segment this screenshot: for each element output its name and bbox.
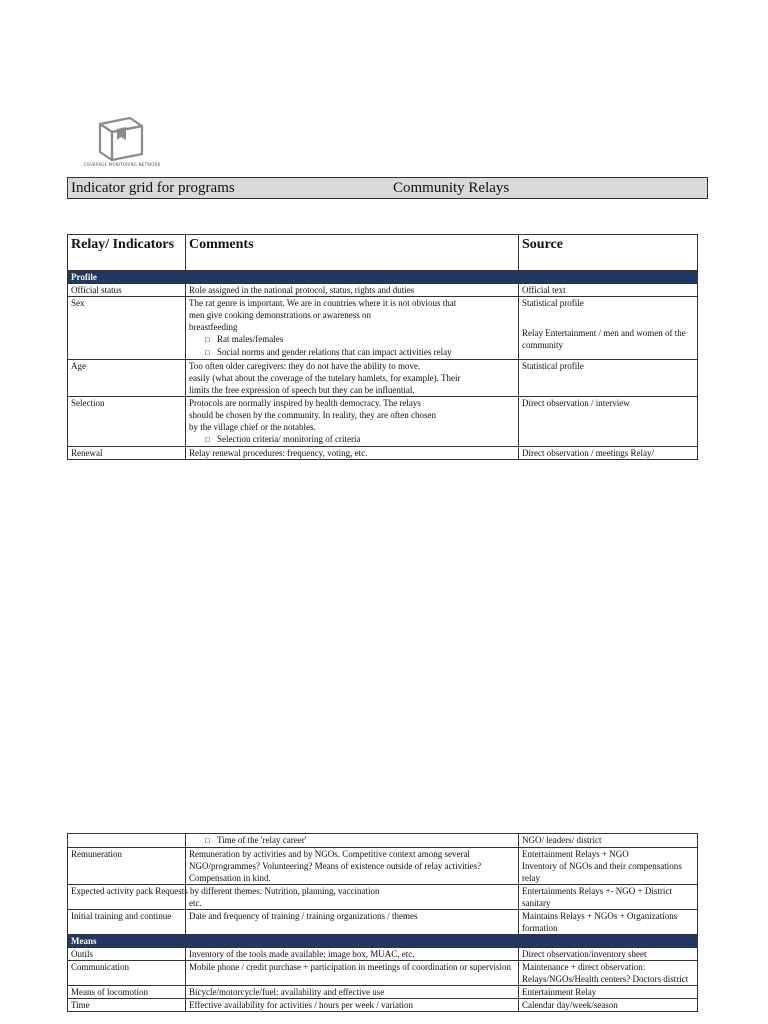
table-row [68, 848, 698, 885]
indicator-name: Initial training and continue [68, 910, 186, 935]
header-relay-indicators: Relay/ Indicators [68, 235, 186, 271]
header-source: Source [519, 235, 698, 271]
section-row-profile [68, 271, 698, 284]
indicator-source: NGO/ leaders/ district [519, 834, 698, 848]
table-header-row [68, 235, 698, 271]
indicator-source: Statistical profile [519, 360, 698, 397]
table-row [68, 447, 698, 460]
indicator-table-profile [67, 234, 698, 460]
indicator-comment: Relay renewal procedures: frequency, voting, etc. [186, 447, 519, 460]
indicator-comment: Effective availability for activities / hours per week / variation [186, 999, 519, 1012]
indicator-comment: Protocols are normally inspired by health democracy. The relays should be chosen by the community. In reality, they are often chosen by the village chief or the notables. □ Selection criteria/ monitoring of criteria [186, 397, 519, 447]
indicator-comment: Mobile phone / credit purchase + participation in meetings of coordination or supervision [186, 961, 519, 986]
section-label: Profile [68, 271, 186, 284]
indicator-name: Remuneration [68, 848, 186, 885]
table-row [68, 885, 698, 910]
table-row [68, 986, 698, 999]
grid-subtitle: Community Relays [393, 180, 510, 196]
indicator-source: Entertainment Relays + NGO Inventory of NGOs and their compensations relay [519, 848, 698, 885]
indicator-source: Direct observation/inventory sheet [519, 948, 698, 961]
indicator-name: Expected activity pack Requests by different themes: Nutrition, planning, vaccination [68, 885, 186, 910]
logo-caption: COVERAGE MONITORING NETWORK [83, 162, 161, 167]
grid-title: Indicator grid for programs [71, 180, 235, 196]
indicator-name: Age [68, 360, 186, 397]
table-row [68, 910, 698, 935]
table-row [68, 961, 698, 986]
indicator-source: Direct observation / interview [519, 397, 698, 447]
indicator-source: Direct observation / meetings Relay/ [519, 447, 698, 460]
indicator-name: Time [68, 999, 186, 1012]
table-row [68, 284, 698, 297]
indicator-source: Entertainment Relay [519, 986, 698, 999]
indicator-name: Communication [68, 961, 186, 986]
indicator-comment: Role assigned in the national protocol, status, rights and duties [186, 284, 519, 297]
indicator-comment: Date and frequency of training / training organizations / themes [186, 910, 519, 935]
table-row [68, 397, 698, 447]
table-row [68, 999, 698, 1012]
table-row [68, 948, 698, 961]
indicator-name: Selection [68, 397, 186, 447]
table-row [68, 360, 698, 397]
indicator-name: Renewal [68, 447, 186, 460]
indicator-source: Official text [519, 284, 698, 297]
indicator-comment: Remuneration by activities and by NGOs. Competitive context among several NGO/programmes? Volunteering? Means of existence outside of relay activities? Compensation in kind. [186, 848, 519, 885]
indicator-comment: Bicycle/motorcycle/fuel: availability and effective use [186, 986, 519, 999]
indicator-source: Entertainments Relays +- NGO + District sanitary [519, 885, 698, 910]
section-label: Means [68, 935, 186, 948]
indicator-name [68, 834, 186, 848]
indicator-comment: etc. [186, 885, 519, 910]
indicator-comment: Inventory of the tools made available: image box, MUAC, etc. [186, 948, 519, 961]
indicator-source: Maintains Relays + NGOs + Organizations formation [519, 910, 698, 935]
title-bar [67, 177, 708, 199]
indicator-source: Statistical profile Relay Entertainment / men and women of the community [519, 297, 698, 360]
indicator-name: Means of locomotion [68, 986, 186, 999]
indicator-name: Outils [68, 948, 186, 961]
indicator-source: Maintenance + direct observation: Relays/NGOs/Health centers? Doctors district [519, 961, 698, 986]
indicator-comment: The rat genre is important. We are in countries where it is not obvious that men give cooking demonstrations or awareness on breastfeeding □ Rat males/females □ Social norms and gender relations that can impact activities relay [186, 297, 519, 360]
indicator-table-means [67, 833, 698, 1012]
indicator-comment: □ Time of the 'relay career' [186, 834, 519, 848]
indicator-name: Sex [68, 297, 186, 360]
table-row [68, 297, 698, 360]
indicator-comment: Too often older caregivers: they do not have the ability to move. easily (what about the coverage of the tutelary hamlets, for example). Their limits the free expression of speech but they can be influential. [186, 360, 519, 397]
section-row-means [68, 935, 698, 948]
indicator-source: Calendar day/week/season [519, 999, 698, 1012]
header-comments: Comments [186, 235, 519, 271]
indicator-name: Official status [68, 284, 186, 297]
table-row [68, 834, 698, 848]
